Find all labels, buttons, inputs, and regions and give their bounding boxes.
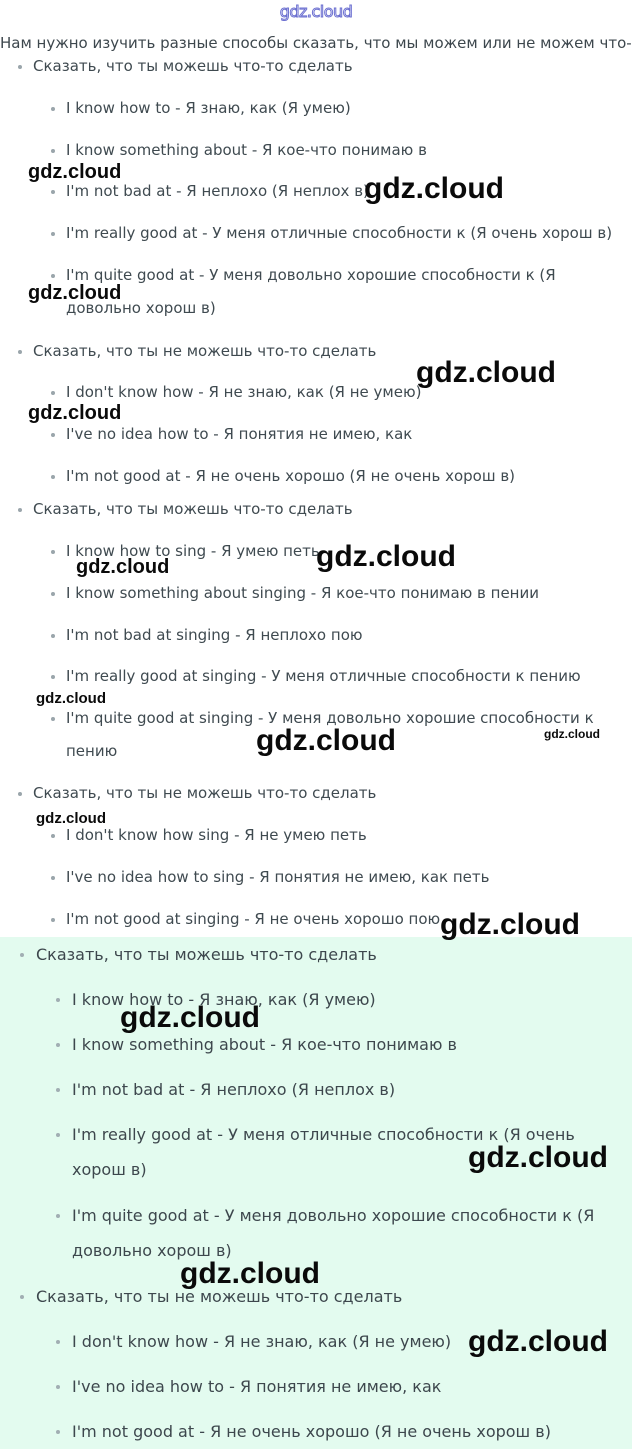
section-heading: Сказать, что ты можешь что-то сделать — [33, 493, 353, 526]
list-item: I'm not good at - Я не очень хорошо (Я не очень хорош в) — [72, 1414, 612, 1449]
watermark: gdz.cloud — [316, 540, 456, 573]
list-item: I'm not bad at - Я неплохо (Я неплох в) — [66, 175, 622, 208]
watermark: gdz.cloud — [440, 908, 580, 941]
site-logo[interactable]: gdz.cloud — [279, 2, 353, 21]
section-heading: Сказать, что ты можешь что-то сделать — [36, 937, 377, 972]
list-item: I know how to - Я знаю, как (Я умею) — [66, 92, 622, 125]
watermark: gdz.cloud — [468, 1325, 608, 1358]
list-item: I've no idea how to - Я понятия не имею, как — [72, 1369, 612, 1404]
watermark: gdz.cloud — [76, 556, 170, 578]
intro-text: Нам нужно изучить разные способы сказать, что мы можем или не можем что- — [0, 34, 632, 52]
watermark: gdz.cloud — [416, 356, 556, 389]
list-item: I know something about - Я кое-что понимаю в — [72, 1027, 612, 1062]
list-item: I'm not good at - Я не очень хорошо (Я не очень хорош в) — [66, 460, 622, 493]
section-heading: Сказать, что ты не можешь что-то сделать — [36, 1279, 402, 1314]
watermark: gdz.cloud — [120, 1001, 260, 1034]
watermark: gdz.cloud — [256, 724, 396, 757]
section-heading: Сказать, что ты можешь что-то сделать — [33, 50, 353, 83]
list-item: I know something about singing - Я кое-что понимаю в пении — [66, 577, 622, 610]
list-item: I've no idea how to sing - Я понятия не имею, как петь — [66, 861, 622, 894]
list-item: I'm really good at - У меня отличные способности к (Я очень хорош в) — [72, 1117, 612, 1187]
list-item: I'm really good at - У меня отличные способности к (Я очень хорош в) — [66, 217, 622, 250]
section-heading: Сказать, что ты не можешь что-то сделать — [33, 335, 376, 368]
watermark: gdz.cloud — [180, 1257, 320, 1290]
watermark: gdz.cloud — [468, 1141, 608, 1174]
list-item: I don't know how sing - Я не умею петь — [66, 819, 622, 852]
watermark: gdz.cloud — [36, 810, 106, 827]
watermark: gdz.cloud — [28, 161, 122, 183]
watermark: gdz.cloud — [28, 402, 122, 424]
section-heading: Сказать, что ты не можешь что-то сделать — [33, 777, 376, 810]
list-item: I'm not bad at singing - Я неплохо пою — [66, 619, 622, 652]
watermark: gdz.cloud — [36, 690, 106, 707]
list-item: I know something about - Я кое-что понимаю в — [66, 134, 622, 167]
list-item: I'm quite good at - У меня довольно хорошие способности к (Я довольно хорош в) — [72, 1198, 612, 1268]
list-item: I'm not good at singing - Я не очень хорошо пою — [66, 903, 622, 936]
list-item: I know how to sing - Я умею петь — [66, 535, 622, 568]
list-item: I know how to - Я знаю, как (Я умею) — [72, 982, 612, 1017]
list-item: I'm quite good at - У меня довольно хорошие способности к (Я довольно хорош в) — [66, 259, 622, 325]
list-item: I don't know how - Я не знаю, как (Я не умею) — [66, 376, 622, 409]
list-item: I've no idea how to - Я понятия не имею, как — [66, 418, 622, 451]
watermark: gdz.cloud — [544, 727, 600, 741]
list-item: I'm quite good at singing - У меня довольно хорошие способности к пению — [66, 702, 622, 768]
list-item: I don't know how - Я не знаю, как (Я не умею) — [72, 1324, 612, 1359]
watermark: gdz.cloud — [364, 172, 504, 205]
watermark: gdz.cloud — [28, 282, 122, 304]
list-item: I'm not bad at - Я неплохо (Я неплох в) — [72, 1072, 612, 1107]
list-item: I'm really good at singing - У меня отличные способности к пению — [66, 660, 622, 693]
